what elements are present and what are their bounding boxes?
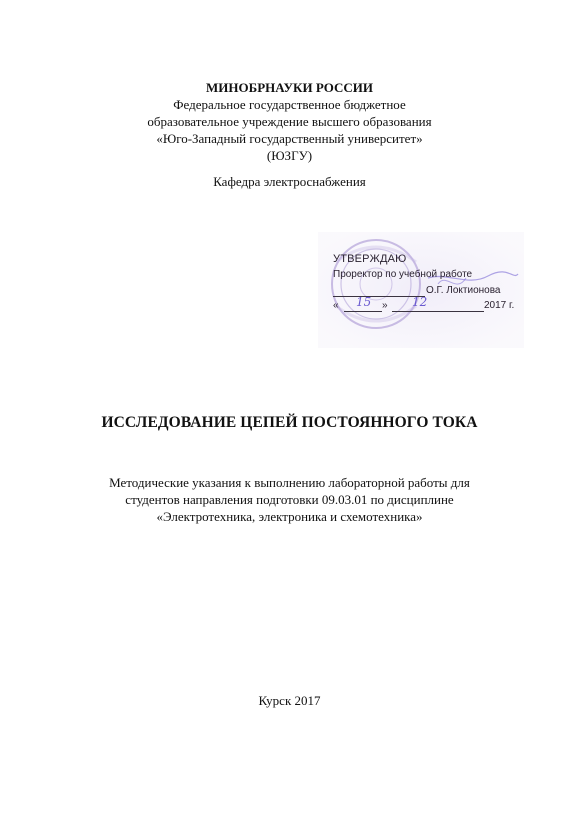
approval-year: 2017 г. bbox=[484, 300, 515, 311]
month-line bbox=[392, 311, 484, 312]
approval-block bbox=[318, 232, 524, 348]
approver-name: О.Г. Локтионова bbox=[426, 285, 501, 296]
ministry-name: МИНОБРНАУКИ РОССИИ bbox=[206, 80, 373, 95]
handwritten-day: 15 bbox=[356, 295, 372, 309]
handwritten-month: 12 bbox=[412, 295, 428, 309]
institution-type: Федеральное государственное бюджетное bbox=[173, 97, 406, 112]
description-line-2: студентов направления подготовки 09.03.01 по дисциплине bbox=[125, 492, 454, 507]
description-line-1: Методические указания к выполнению лабораторной работы для bbox=[109, 475, 470, 490]
day-line bbox=[344, 311, 382, 312]
institution-header bbox=[0, 79, 579, 164]
document-description bbox=[0, 474, 579, 525]
department-name: Кафедра электроснабжения bbox=[213, 174, 366, 189]
university-abbreviation: (ЮЗГУ) bbox=[266, 148, 313, 163]
approver-position: Проректор по учебной работе bbox=[333, 269, 473, 280]
approval-heading: УТВЕРЖДАЮ bbox=[333, 253, 407, 265]
institution-level: образовательное учреждение высшего образования bbox=[147, 114, 432, 129]
date-open-quote: « bbox=[333, 300, 339, 311]
document-title: ИССЛЕДОВАНИЕ ЦЕПЕЙ ПОСТОЯННОГО ТОКА bbox=[101, 414, 478, 431]
university-name: «Юго-Западный государственный университет» bbox=[156, 131, 423, 146]
city-year: Курск 2017 bbox=[258, 693, 321, 708]
date-close-quote: » bbox=[382, 300, 388, 311]
description-line-3: «Электротехника, электроника и схемотехника» bbox=[156, 509, 423, 524]
